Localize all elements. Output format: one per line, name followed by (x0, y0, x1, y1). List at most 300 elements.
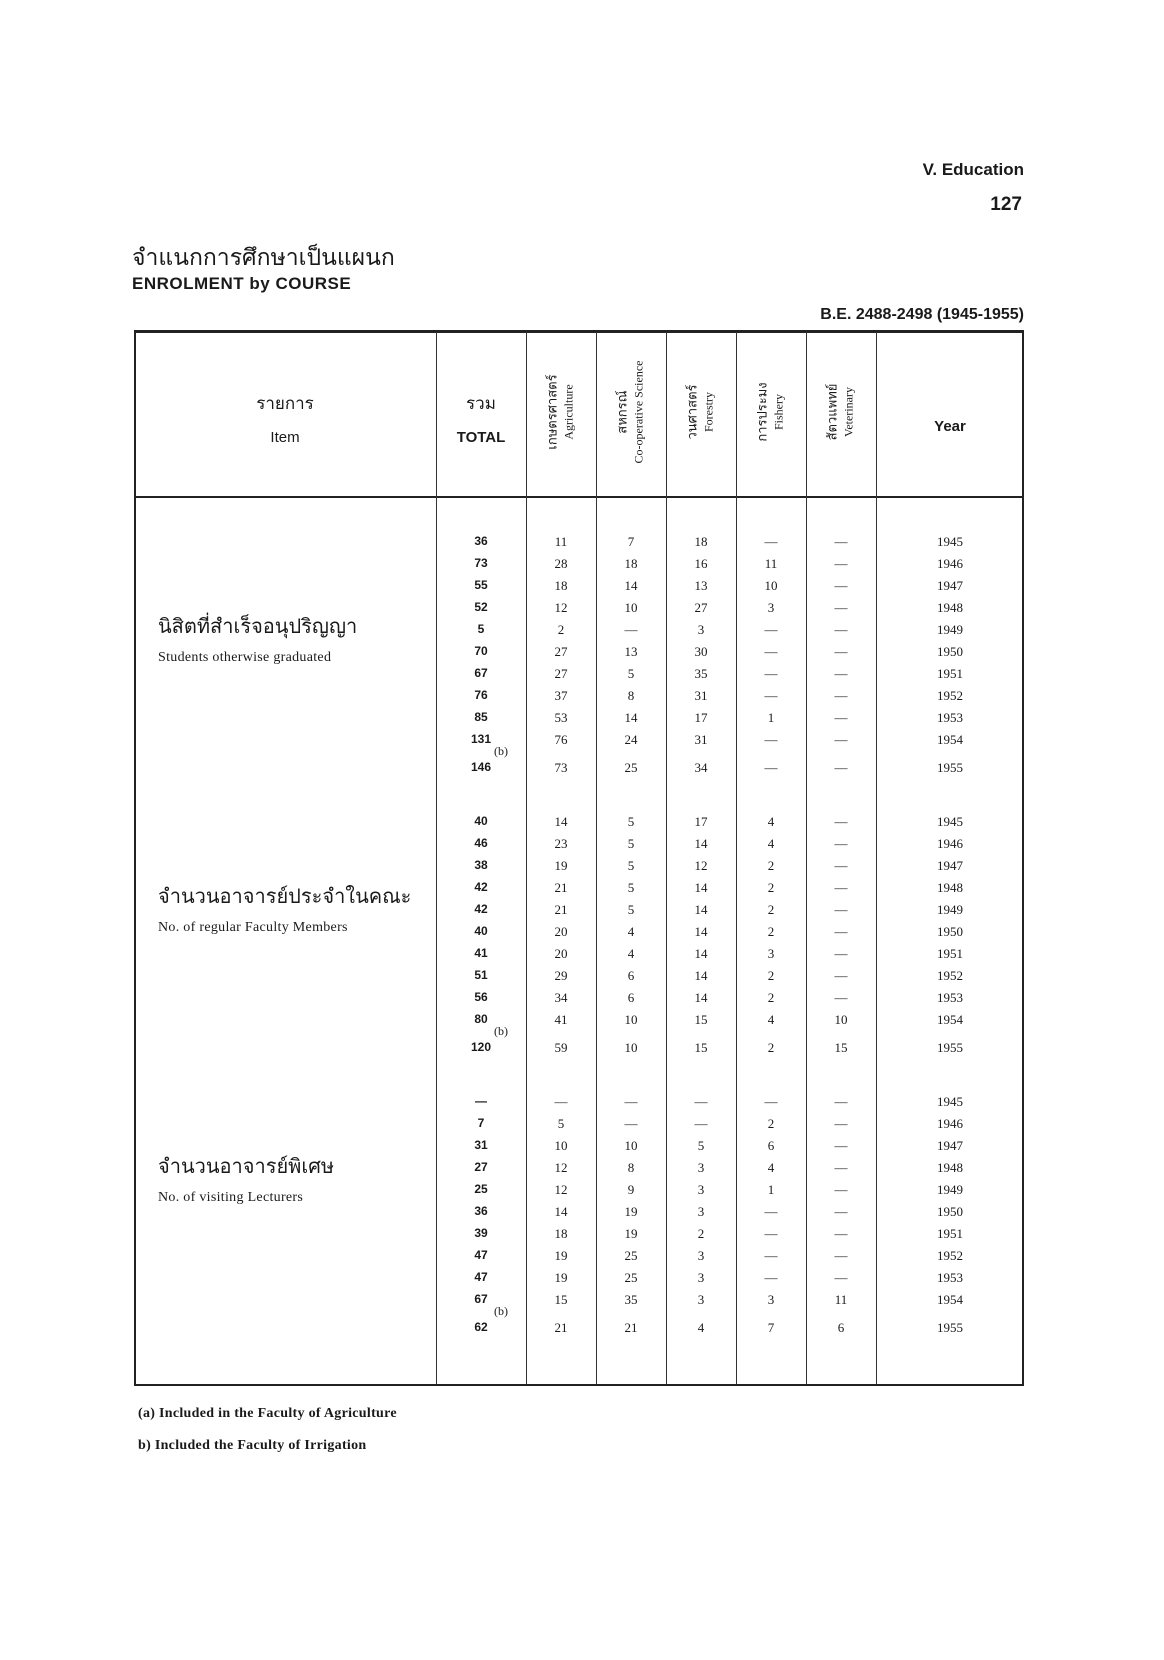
section-label-english: No. of visiting Lecturers (158, 1190, 304, 1205)
cell-year: 1955 (937, 1040, 963, 1055)
cell-fishery: — (764, 534, 778, 549)
table-row (134, 662, 1024, 685)
column-header-veterinary-thai: สัตวแพทย์ (825, 383, 841, 441)
cell-forestry: 14 (694, 924, 708, 939)
cell-total: 41 (474, 946, 488, 960)
cell-fishery: 1 (767, 1182, 775, 1197)
cell-fishery: 3 (767, 946, 775, 961)
column-header-fishery-thai: การประมง (755, 382, 771, 442)
cell-cooperative: 14 (624, 710, 638, 725)
column-header-agriculture (545, 374, 576, 449)
cell-total: 36 (474, 1204, 488, 1218)
cell-fishery: — (764, 1270, 778, 1285)
cell-veterinary: — (834, 1116, 848, 1131)
footnote-b: b) Included the Faculty of Irrigation (138, 1438, 367, 1453)
cell-fishery: 4 (767, 836, 775, 851)
table-row (134, 728, 1024, 751)
cell-forestry: 14 (694, 990, 708, 1005)
table-row (134, 756, 1024, 779)
table-title-thai: จำแนกการศึกษาเป็นแผนก (132, 245, 395, 271)
cell-agriculture: 23 (554, 836, 568, 851)
cell-fishery: 2 (767, 968, 775, 983)
cell-total: 39 (474, 1226, 488, 1240)
cell-total: 56 (474, 990, 488, 1004)
cell-total: 70 (474, 644, 488, 658)
table-row (134, 964, 1024, 987)
cell-agriculture: 73 (554, 760, 568, 775)
cell-fishery: 1 (767, 710, 775, 725)
column-header-year: Year (934, 418, 966, 435)
table-row (134, 596, 1024, 619)
cell-forestry: 3 (697, 1292, 705, 1307)
cell-agriculture: 19 (554, 1270, 568, 1285)
cell-year: 1945 (937, 534, 963, 549)
cell-fishery: 4 (767, 814, 775, 829)
cell-agriculture: 18 (554, 1226, 568, 1241)
column-header-veterinary (825, 384, 856, 441)
cell-cooperative: 5 (627, 836, 635, 851)
column-header-cooperative (615, 361, 646, 464)
cell-agriculture: 59 (554, 1040, 568, 1055)
cell-year: 1949 (937, 622, 963, 637)
cell-agriculture: 37 (554, 688, 568, 703)
cell-total: 52 (474, 600, 488, 614)
cell-year: 1945 (937, 814, 963, 829)
cell-year: 1951 (937, 946, 963, 961)
cell-fishery: 2 (767, 1116, 775, 1131)
column-header-agriculture-english: Agriculture (561, 384, 576, 440)
cell-total: 40 (474, 814, 488, 828)
cell-total: 47 (474, 1248, 488, 1262)
cell-cooperative: 35 (624, 1292, 638, 1307)
cell-veterinary: 11 (834, 1292, 848, 1307)
cell-forestry: 3 (697, 622, 705, 637)
cell-fishery: 4 (767, 1160, 775, 1175)
section-label-thai: นิสิตที่สำเร็จอนุปริญญา (158, 614, 358, 638)
cell-veterinary: — (834, 760, 848, 775)
cell-agriculture: 20 (554, 946, 568, 961)
cell-fishery: 7 (767, 1320, 775, 1335)
cell-agriculture: 28 (554, 556, 568, 571)
cell-total: 85 (474, 710, 488, 724)
cell-veterinary: — (834, 534, 848, 549)
table-row (134, 942, 1024, 965)
cell-forestry: 35 (694, 666, 708, 681)
cell-cooperative: 21 (624, 1320, 638, 1335)
cell-veterinary: — (834, 1160, 848, 1175)
cell-total: 80 (474, 1012, 488, 1026)
cell-agriculture: 41 (554, 1012, 568, 1027)
cell-forestry: 15 (694, 1040, 708, 1055)
table-row (134, 1288, 1024, 1311)
footnote-a: (a) Included in the Faculty of Agriculture (138, 1406, 397, 1421)
cell-year: 1946 (937, 1116, 963, 1131)
column-header-veterinary-english: Veterinary (841, 387, 856, 437)
cell-agriculture: 10 (554, 1138, 568, 1153)
cell-cooperative: 4 (627, 946, 635, 961)
cell-veterinary: — (834, 902, 848, 917)
cell-total: 40 (474, 924, 488, 938)
table-row (134, 640, 1024, 663)
cell-cooperative: 10 (624, 600, 638, 615)
cell-agriculture: 53 (554, 710, 568, 725)
cell-veterinary: — (834, 666, 848, 681)
cell-veterinary: — (834, 600, 848, 615)
column-header-fishery-english: Fishery (771, 394, 786, 431)
cell-agriculture: 20 (554, 924, 568, 939)
cell-cooperative: 4 (627, 924, 635, 939)
cell-total: 62 (474, 1320, 488, 1334)
cell-agriculture: 29 (554, 968, 568, 983)
cell-agriculture: 5 (557, 1116, 565, 1131)
cell-cooperative: 19 (624, 1204, 638, 1219)
cell-veterinary: — (834, 1138, 848, 1153)
cell-year: 1950 (937, 644, 963, 659)
table-row (134, 876, 1024, 899)
cell-year: 1950 (937, 924, 963, 939)
cell-cooperative: 25 (624, 1248, 638, 1263)
cell-total: 76 (474, 688, 488, 702)
cell-cooperative: 6 (627, 968, 635, 983)
cell-year: 1946 (937, 836, 963, 851)
cell-agriculture: 76 (554, 732, 568, 747)
cell-forestry: 3 (697, 1160, 705, 1175)
cell-veterinary: — (834, 578, 848, 593)
cell-forestry: 17 (694, 814, 708, 829)
cell-veterinary: — (834, 814, 848, 829)
cell-year: 1946 (937, 556, 963, 571)
column-header-total-english: TOTAL (456, 429, 506, 446)
cell-total: 25 (474, 1182, 488, 1196)
cell-agriculture: 12 (554, 1182, 568, 1197)
cell-total: 5 (477, 622, 485, 636)
cell-total: 47 (474, 1270, 488, 1284)
cell-cooperative: 25 (624, 760, 638, 775)
cell-cooperative: 7 (627, 534, 635, 549)
cell-veterinary: — (834, 990, 848, 1005)
cell-total: 42 (474, 902, 488, 916)
cell-cooperative: — (624, 622, 638, 637)
cell-year: 1951 (937, 1226, 963, 1241)
cell-fishery: 2 (767, 858, 775, 873)
cell-veterinary: — (834, 946, 848, 961)
cell-forestry: 17 (694, 710, 708, 725)
column-header-forestry (685, 384, 716, 439)
cell-forestry: — (694, 1116, 708, 1131)
cell-forestry: 5 (697, 1138, 705, 1153)
table-row (134, 810, 1024, 833)
cell-veterinary: — (834, 858, 848, 873)
cell-fishery: — (764, 644, 778, 659)
cell-cooperative: 24 (624, 732, 638, 747)
cell-cooperative: 5 (627, 858, 635, 873)
column-header-item-thai: รายการ (256, 394, 314, 414)
cell-cooperative: 18 (624, 556, 638, 571)
cell-forestry: 14 (694, 836, 708, 851)
section-label-english: No. of regular Faculty Members (158, 920, 348, 935)
cell-total: 38 (474, 858, 488, 872)
cell-year: 1949 (937, 1182, 963, 1197)
cell-fishery: — (764, 760, 778, 775)
cell-year: 1953 (937, 710, 963, 725)
cell-agriculture: 19 (554, 858, 568, 873)
cell-agriculture: 27 (554, 644, 568, 659)
table-row (134, 920, 1024, 943)
cell-year: 1945 (937, 1094, 963, 1109)
cell-cooperative: 8 (627, 688, 635, 703)
table-title-english: ENROLMENT by COURSE (132, 274, 352, 293)
cell-fishery: 2 (767, 880, 775, 895)
cell-year: 1948 (937, 1160, 963, 1175)
cell-cooperative: 14 (624, 578, 638, 593)
table-row (134, 684, 1024, 707)
cell-agriculture: 21 (554, 902, 568, 917)
cell-veterinary: — (834, 924, 848, 939)
cell-agriculture: 18 (554, 578, 568, 593)
cell-total: 120 (470, 1040, 492, 1054)
column-header-fishery (755, 382, 786, 441)
cell-veterinary: — (834, 1270, 848, 1285)
cell-cooperative: 5 (627, 666, 635, 681)
cell-fishery: — (764, 688, 778, 703)
cell-fishery: — (764, 666, 778, 681)
cell-agriculture: 21 (554, 880, 568, 895)
table-row (134, 530, 1024, 553)
cell-cooperative: 13 (624, 644, 638, 659)
cell-fishery: 2 (767, 1040, 775, 1055)
table-row (134, 1008, 1024, 1031)
cell-veterinary: — (834, 1182, 848, 1197)
table-row (134, 1266, 1024, 1289)
cell-total: 42 (474, 880, 488, 894)
cell-forestry: — (694, 1094, 708, 1109)
cell-total: 36 (474, 534, 488, 548)
cell-veterinary: — (834, 644, 848, 659)
table-row (134, 1200, 1024, 1223)
cell-veterinary: — (834, 1094, 848, 1109)
table-row (134, 986, 1024, 1009)
cell-total: 51 (474, 968, 488, 982)
column-header-item-english: Item (270, 429, 300, 446)
cell-forestry: 18 (694, 534, 708, 549)
cell-veterinary: — (834, 688, 848, 703)
cell-fishery: 10 (764, 578, 778, 593)
cell-cooperative: 10 (624, 1012, 638, 1027)
cell-year: 1955 (937, 1320, 963, 1335)
cell-forestry: 14 (694, 880, 708, 895)
cell-cooperative: 6 (627, 990, 635, 1005)
cell-fishery: — (764, 1226, 778, 1241)
column-header-agriculture-thai: เกษตรศาสตร์ (545, 374, 561, 450)
cell-forestry: 3 (697, 1204, 705, 1219)
table-row (134, 1036, 1024, 1059)
cell-total: 7 (477, 1116, 485, 1130)
cell-agriculture: 11 (554, 534, 568, 549)
cell-total: — (475, 1094, 487, 1108)
table-row (134, 552, 1024, 575)
cell-veterinary: — (834, 622, 848, 637)
cell-forestry: 14 (694, 946, 708, 961)
cell-year: 1953 (937, 990, 963, 1005)
cell-total: 67 (474, 1292, 488, 1306)
table-row (134, 574, 1024, 597)
cell-cooperative: 5 (627, 880, 635, 895)
cell-agriculture: 12 (554, 1160, 568, 1175)
cell-fishery: — (764, 1094, 778, 1109)
cell-year: 1955 (937, 760, 963, 775)
cell-year: 1947 (937, 578, 963, 593)
cell-forestry: 15 (694, 1012, 708, 1027)
cell-forestry: 14 (694, 902, 708, 917)
cell-forestry: 12 (694, 858, 708, 873)
cell-fishery: 2 (767, 902, 775, 917)
section-heading: V. Education (922, 160, 1024, 179)
cell-year: 1954 (937, 732, 963, 747)
cell-veterinary: 15 (834, 1040, 848, 1055)
cell-fishery: — (764, 1248, 778, 1263)
cell-veterinary: — (834, 732, 848, 747)
header-divider (134, 496, 1024, 498)
cell-agriculture: 14 (554, 814, 568, 829)
cell-year: 1952 (937, 688, 963, 703)
cell-cooperative: 25 (624, 1270, 638, 1285)
column-header-forestry-thai: วนศาสตร์ (685, 384, 701, 440)
cell-veterinary: — (834, 968, 848, 983)
cell-total: 31 (474, 1138, 488, 1152)
cell-agriculture: 12 (554, 600, 568, 615)
footnote-mark: (b) (494, 1024, 508, 1038)
table-row (134, 1112, 1024, 1135)
cell-veterinary: 6 (837, 1320, 845, 1335)
cell-total: 131 (470, 732, 492, 746)
cell-year: 1951 (937, 666, 963, 681)
cell-forestry: 31 (694, 688, 708, 703)
cell-cooperative: 5 (627, 902, 635, 917)
column-header-cooperative-english: Co-operative Science (631, 360, 646, 464)
cell-year: 1949 (937, 902, 963, 917)
cell-total: 55 (474, 578, 488, 592)
cell-forestry: 34 (694, 760, 708, 775)
cell-agriculture: 19 (554, 1248, 568, 1263)
cell-total: 46 (474, 836, 488, 850)
table-row (134, 1244, 1024, 1267)
cell-agriculture: 14 (554, 1204, 568, 1219)
cell-veterinary: 10 (834, 1012, 848, 1027)
table-row (134, 1316, 1024, 1339)
page-number: 127 (990, 194, 1022, 215)
cell-total: 73 (474, 556, 488, 570)
cell-forestry: 2 (697, 1226, 705, 1241)
column-header-cooperative-thai: สหกรณ์ (615, 390, 631, 434)
cell-forestry: 14 (694, 968, 708, 983)
cell-year: 1948 (937, 600, 963, 615)
table-row (134, 1222, 1024, 1245)
table-row (134, 1178, 1024, 1201)
cell-year: 1948 (937, 880, 963, 895)
cell-forestry: 16 (694, 556, 708, 571)
cell-year: 1952 (937, 968, 963, 983)
cell-fishery: 3 (767, 1292, 775, 1307)
cell-forestry: 4 (697, 1320, 705, 1335)
cell-agriculture: 21 (554, 1320, 568, 1335)
table-row (134, 706, 1024, 729)
cell-fishery: — (764, 622, 778, 637)
section-label-thai: จำนวนอาจารย์ประจำในคณะ (158, 884, 412, 908)
cell-fishery: 2 (767, 990, 775, 1005)
cell-cooperative: — (624, 1116, 638, 1131)
table-row (134, 1090, 1024, 1113)
cell-forestry: 3 (697, 1248, 705, 1263)
column-header-total (436, 390, 526, 446)
cell-agriculture: 15 (554, 1292, 568, 1307)
cell-total: 146 (470, 760, 492, 774)
cell-year: 1947 (937, 858, 963, 873)
cell-total: 27 (474, 1160, 488, 1174)
cell-veterinary: — (834, 836, 848, 851)
table-row (134, 854, 1024, 877)
cell-cooperative: 5 (627, 814, 635, 829)
cell-cooperative: — (624, 1094, 638, 1109)
cell-forestry: 13 (694, 578, 708, 593)
table-period: B.E. 2488-2498 (1945-1955) (820, 306, 1024, 323)
cell-fishery: 3 (767, 600, 775, 615)
cell-fishery: — (764, 1204, 778, 1219)
table-row (134, 832, 1024, 855)
cell-forestry: 27 (694, 600, 708, 615)
table-row (134, 618, 1024, 641)
section-label-english: Students otherwise graduated (158, 650, 332, 665)
footnote-mark: (b) (494, 1304, 508, 1318)
cell-cooperative: 10 (624, 1138, 638, 1153)
table-row (134, 1134, 1024, 1157)
cell-year: 1952 (937, 1248, 963, 1263)
cell-year: 1953 (937, 1270, 963, 1285)
cell-veterinary: — (834, 1248, 848, 1263)
cell-year: 1954 (937, 1292, 963, 1307)
cell-agriculture: 34 (554, 990, 568, 1005)
cell-year: 1954 (937, 1012, 963, 1027)
cell-fishery: 2 (767, 924, 775, 939)
cell-veterinary: — (834, 1226, 848, 1241)
column-header-item (134, 390, 436, 446)
table-row (134, 1156, 1024, 1179)
cell-total: 67 (474, 666, 488, 680)
table-row (134, 898, 1024, 921)
cell-fishery: 4 (767, 1012, 775, 1027)
cell-veterinary: — (834, 710, 848, 725)
section-label-thai: จำนวนอาจารย์พิเศษ (158, 1154, 335, 1178)
cell-cooperative: 9 (627, 1182, 635, 1197)
cell-veterinary: — (834, 1204, 848, 1219)
column-header-forestry-english: Forestry (701, 392, 716, 433)
footnote-mark: (b) (494, 744, 508, 758)
cell-forestry: 31 (694, 732, 708, 747)
cell-forestry: 3 (697, 1182, 705, 1197)
cell-year: 1950 (937, 1204, 963, 1219)
cell-year: 1947 (937, 1138, 963, 1153)
cell-cooperative: 19 (624, 1226, 638, 1241)
column-header-total-thai: รวม (466, 394, 496, 414)
cell-agriculture: 27 (554, 666, 568, 681)
cell-fishery: — (764, 732, 778, 747)
cell-agriculture: — (554, 1094, 568, 1109)
cell-veterinary: — (834, 556, 848, 571)
cell-fishery: 11 (764, 556, 778, 571)
cell-forestry: 3 (697, 1270, 705, 1285)
cell-cooperative: 8 (627, 1160, 635, 1175)
cell-forestry: 30 (694, 644, 708, 659)
cell-cooperative: 10 (624, 1040, 638, 1055)
